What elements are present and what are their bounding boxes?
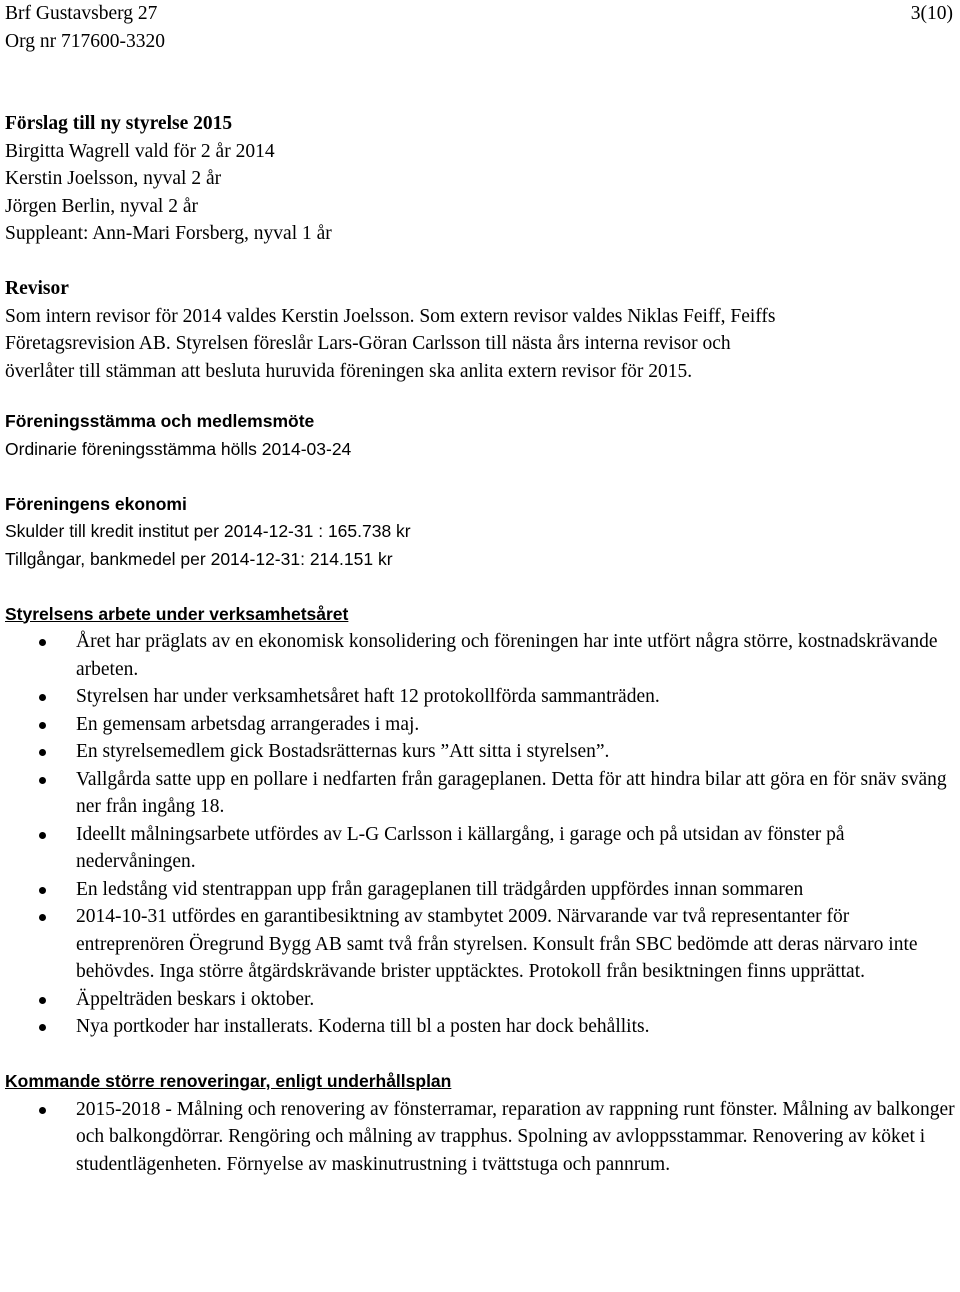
- board-work-section: [5, 601, 955, 1041]
- board-proposal-line: Kerstin Joelsson, nyval 2 år: [5, 168, 222, 189]
- list-item: En styrelsemedlem gick Bostadsrätternas kurs ”Att sitta i styrelsen”.: [5, 738, 955, 766]
- list-item: En gemensam arbetsdag arrangerades i maj.: [5, 711, 955, 739]
- auditor-section: [5, 275, 955, 385]
- auditor-line: Företagsrevision AB. Styrelsen föreslår Lars-Göran Carlsson till nästa års interna revisor och: [5, 333, 731, 354]
- renovations-section: [5, 1068, 955, 1178]
- list-item: Vallgårda satte upp en pollare i nedfarten från garageplanen. Detta för att hindra bilar att göra en för snäv sväng ner från ingång 18.: [5, 766, 955, 821]
- board-work-list: [5, 628, 955, 1041]
- list-item: Styrelsen har under verksamhetsåret haft 12 protokollförda sammanträden.: [5, 683, 955, 711]
- economy-line: Tillgångar, bankmedel per 2014-12-31: 214.151 kr: [5, 548, 393, 569]
- org-name: Brf Gustavsberg 27: [5, 3, 158, 24]
- economy-line: Skulder till kredit institut per 2014-12-31 : 165.738 kr: [5, 521, 411, 541]
- auditor-line: Som intern revisor för 2014 valdes Kerstin Joelsson. Som extern revisor valdes Niklas Feiff, Feiffs: [5, 305, 776, 327]
- meeting-text: Ordinarie föreningsstämma hölls 2014-03-24: [5, 438, 352, 459]
- meeting-heading: Föreningsstämma och medlemsmöte: [5, 411, 315, 431]
- page-header: [5, 0, 955, 55]
- board-proposal-line: Suppleant: Ann-Mari Forsberg, nyval 1 år: [5, 223, 332, 244]
- renovations-heading: Kommande större renoveringar, enligt underhållsplan: [5, 1071, 452, 1091]
- page-number: 3(10): [910, 3, 953, 24]
- list-item: 2014-10-31 utfördes en garantibesiktning av stambytet 2009. Närvarande var två representanter för entreprenören Öregrund Bygg AB samt två från styrelsen. Konsult från SBC bedömde att deras närvaro inte behövdes. Inga större åtgärdskrävande brister upptäcktes. Protokoll från besiktningen finns upprättat.: [5, 903, 955, 986]
- auditor-heading: Revisor: [5, 278, 69, 299]
- list-item: 2015-2018 - Målning och renovering av fönsterramar, reparation av rappning runt fönster. Målning av balkonger och balkongdörrar. Rengöring och målning av trapphus. Spolning av avloppsstammar. Renovering av köket i studentlägenheten. Förnyelse av maskinutrustning i tvättstuga och pannrum.: [5, 1096, 955, 1179]
- list-item: Nya portkoder har installerats. Koderna till bl a posten har dock behållits.: [5, 1013, 955, 1041]
- economy-section: [5, 491, 955, 574]
- auditor-line: överlåter till stämman att besluta huruvida föreningen ska anlita extern revisor för 2015.: [5, 360, 693, 382]
- list-item: Året har präglats av en ekonomisk konsolidering och föreningen har inte utfört några större, kostnadskrävande arbeten.: [5, 628, 955, 683]
- renovations-list: [5, 1096, 955, 1179]
- board-proposal-heading: Förslag till ny styrelse 2015: [5, 113, 233, 134]
- board-work-heading: Styrelsens arbete under verksamhetsåret: [5, 603, 349, 624]
- economy-heading: Föreningens ekonomi: [5, 493, 187, 514]
- list-item: Äppelträden beskars i oktober.: [5, 986, 955, 1014]
- list-item: Ideellt målningsarbete utfördes av L-G Carlsson i källargång, i garage och på utsidan av fönster på nedervåningen.: [5, 821, 955, 876]
- header-left: [5, 0, 165, 55]
- board-proposal-line: Jörgen Berlin, nyval 2 år: [5, 195, 198, 217]
- board-proposal-line: Birgitta Wagrell vald för 2 år 2014: [5, 140, 275, 162]
- list-item: En ledstång vid stentrappan upp från garageplanen till trädgården uppfördes innan sommaren: [5, 876, 955, 904]
- document-page: [5, 0, 955, 1178]
- org-number: Org nr 717600-3320: [5, 30, 165, 52]
- board-proposal-section: [5, 110, 955, 248]
- meeting-section: [5, 408, 955, 463]
